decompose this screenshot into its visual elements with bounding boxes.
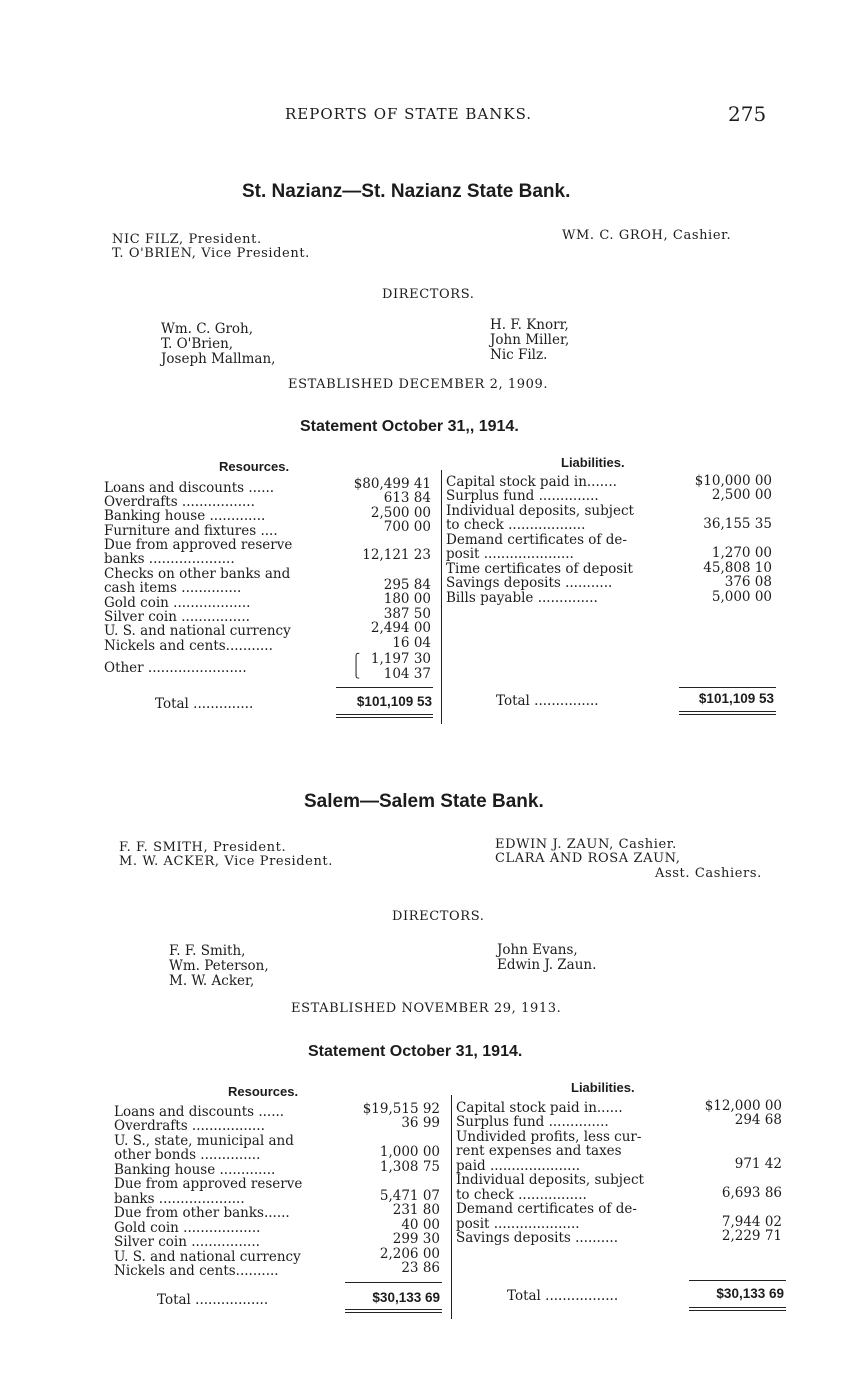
bank1-liability-value: 2,500 00 xyxy=(711,487,772,503)
bank1-liability-value: 45,808 10 xyxy=(703,560,772,576)
bank1-resource-value: 613 84 xyxy=(383,490,431,506)
bank2-liability-value: 971 42 xyxy=(734,1156,782,1172)
bank2-resource-value: 36 99 xyxy=(401,1115,440,1131)
bank2-cashier: EDWIN J. ZAUN, Cashier. xyxy=(495,837,677,852)
bank1-liability-value: 36,155 35 xyxy=(703,516,772,532)
bank2-total-right: $30,133 69 xyxy=(716,1286,784,1301)
bank2-statement-heading: Statement October 31, 1914. xyxy=(308,1043,523,1060)
bank2-resource-value: 2,206 00 xyxy=(379,1246,440,1262)
bank1-resource-value: 387 50 xyxy=(383,606,431,622)
bank1-directors-heading: DIRECTORS. xyxy=(382,287,475,302)
column-divider xyxy=(451,1095,452,1319)
subtotal-rule xyxy=(679,687,776,688)
bank1-resource-label: Silver coin ................ xyxy=(104,609,250,625)
bank1-resource-label: Nickels and cents........... xyxy=(104,638,273,654)
bank2-resource-value: 231 80 xyxy=(392,1202,440,1218)
bank1-liability-value: 1,270 00 xyxy=(711,545,772,561)
bank1-other-value: 1,197 30 xyxy=(370,651,431,667)
bank2-director: M. W. Acker, xyxy=(169,973,255,989)
bank1-liabilities-heading: Liabilities. xyxy=(561,455,625,470)
bank2-resource-label: Silver coin ................ xyxy=(114,1234,260,1250)
bank1-liability-label: Capital stock paid in....... xyxy=(446,474,617,490)
bank2-director: F. F. Smith, xyxy=(169,943,246,959)
bank2-liability-label: Undivided profits, less cur- xyxy=(456,1129,642,1145)
bank2-resource-label: U. S. and national currency xyxy=(114,1249,301,1265)
double-rule xyxy=(679,711,776,715)
bank1-resource-value: 2,500 00 xyxy=(370,505,431,521)
bank2-total-left: $30,133 69 xyxy=(372,1290,440,1305)
bank2-resource-label: Gold coin .................. xyxy=(114,1220,261,1236)
bank1-liability-value: 5,000 00 xyxy=(711,589,772,605)
bank1-resource-value: 700 00 xyxy=(383,519,431,535)
bank1-total-label-left: Total .............. xyxy=(155,696,254,712)
bank1-liability-label: Demand certificates of de- xyxy=(446,532,627,548)
bank2-resource-label: Due from other banks...... xyxy=(114,1205,290,1221)
bank1-resource-value: 12,121 23 xyxy=(362,547,431,563)
bank2-directors-heading: DIRECTORS. xyxy=(392,909,485,924)
bank2-liability-value: 2,229 71 xyxy=(721,1228,782,1244)
bank1-director: Joseph Mallman, xyxy=(161,351,276,367)
bank1-resource-label: Loans and discounts ...... xyxy=(104,480,275,496)
bank2-resource-value: 23 86 xyxy=(401,1260,440,1276)
bank2-liability-label: Demand certificates of de- xyxy=(456,1201,637,1217)
bank1-director: T. O'Brien, xyxy=(161,336,234,352)
subtotal-rule xyxy=(345,1282,442,1283)
bank2-director: Wm. Peterson, xyxy=(169,958,269,974)
bank1-established: ESTABLISHED DECEMBER 2, 1909. xyxy=(288,377,549,392)
bank1-resource-label: cash items .............. xyxy=(104,580,242,596)
bank2-asst-cashiers: CLARA AND ROSA ZAUN, xyxy=(495,851,681,866)
bank2-established: ESTABLISHED NOVEMBER 29, 1913. xyxy=(291,1001,562,1016)
bank1-total-right: $101,109 53 xyxy=(698,691,774,706)
bank2-liability-label: rent expenses and taxes xyxy=(456,1143,622,1159)
brace-icon: ⎩ xyxy=(352,666,361,679)
bank1-resource-label: Overdrafts ................. xyxy=(104,494,255,510)
bank1-liability-label: to check .................. xyxy=(446,517,586,533)
bank2-resource-label: Nickels and cents.......... xyxy=(114,1263,279,1279)
bank1-director: H. F. Knorr, xyxy=(490,317,569,333)
bank2-total-label-right: Total ................. xyxy=(507,1288,619,1304)
bank1-president: NIC FILZ, President. xyxy=(112,232,262,247)
bank1-other-value: 104 37 xyxy=(383,666,431,682)
bank1-liability-label: posit ..................... xyxy=(446,546,574,562)
bank2-liability-label: Capital stock paid in...... xyxy=(456,1100,623,1116)
bank2-resource-value: 299 30 xyxy=(392,1231,440,1247)
bank2-resource-label: Loans and discounts ...... xyxy=(114,1104,285,1120)
bank2-liability-value: 294 68 xyxy=(734,1112,782,1128)
bank1-liability-value: $10,000 00 xyxy=(694,473,772,489)
bank2-liability-value: $12,000 00 xyxy=(704,1098,782,1114)
bank2-liability-value: 6,693 86 xyxy=(721,1185,782,1201)
bank2-resource-value: $19,515 92 xyxy=(362,1101,440,1117)
bank2-resource-value: 1,308 75 xyxy=(379,1159,440,1175)
bank2-resource-label: Banking house ............. xyxy=(114,1162,276,1178)
bank2-resources-heading: Resources. xyxy=(228,1084,299,1099)
bank2-vice-president: M. W. ACKER, Vice President. xyxy=(119,854,333,869)
subtotal-rule xyxy=(336,687,433,688)
double-rule xyxy=(336,714,433,718)
bank2-liability-label: Surplus fund .............. xyxy=(456,1114,609,1130)
bank1-resource-value: $80,499 41 xyxy=(353,476,431,492)
bank2-liability-label: paid ..................... xyxy=(456,1158,581,1174)
double-rule xyxy=(345,1309,442,1313)
bank2-director: John Evans, xyxy=(497,942,578,958)
bank2-resource-label: other bonds .............. xyxy=(114,1147,261,1163)
bank1-statement-heading: Statement October 31,, 1914. xyxy=(300,418,519,435)
bank1-total-left: $101,109 53 xyxy=(356,694,432,709)
bank1-total-label-right: Total ............... xyxy=(496,693,599,709)
bank2-liability-label: to check ................ xyxy=(456,1187,587,1203)
bank1-resource-label: Banking house ............. xyxy=(104,508,266,524)
bank1-liability-label: Individual deposits, subject xyxy=(446,503,634,519)
bank1-liability-label: Surplus fund .............. xyxy=(446,488,599,504)
brace-icon: ⎧ xyxy=(352,653,361,666)
bank2-president: F. F. SMITH, President. xyxy=(119,840,287,855)
double-rule xyxy=(689,1307,786,1311)
bank1-cashier: WM. C. GROH, Cashier. xyxy=(562,228,732,243)
bank2-resource-value: 5,471 07 xyxy=(379,1188,440,1204)
bank2-resource-label: banks .................... xyxy=(114,1191,245,1207)
bank2-resource-value: 1,000 00 xyxy=(379,1144,440,1160)
bank2-liability-label: Individual deposits, subject xyxy=(456,1172,644,1188)
bank1-liability-label: Savings deposits ........... xyxy=(446,575,613,591)
bank2-liability-label: Savings deposits .......... xyxy=(456,1230,618,1246)
bank1-resource-label: Furniture and fixtures .... xyxy=(104,523,278,539)
bank2-resource-label: U. S., state, municipal and xyxy=(114,1133,294,1149)
bank1-resource-label: U. S. and national currency xyxy=(104,623,291,639)
bank2-asst-cashiers-title: Asst. Cashiers. xyxy=(655,866,762,881)
bank1-resource-label: Gold coin .................. xyxy=(104,595,251,611)
column-divider xyxy=(441,470,442,724)
bank1-resource-value: 295 84 xyxy=(383,577,431,593)
bank1-director: Wm. C. Groh, xyxy=(161,321,254,337)
bank1-resource-value: 180 00 xyxy=(383,591,431,607)
bank2-director: Edwin J. Zaun. xyxy=(497,957,597,973)
bank1-director: Nic Filz. xyxy=(490,347,548,363)
bank1-liability-value: 376 08 xyxy=(724,574,772,590)
bank1-resource-label: banks .................... xyxy=(104,551,235,567)
page-number: 275 xyxy=(728,102,767,126)
bank2-resource-label: Overdrafts ................. xyxy=(114,1118,265,1134)
bank2-title: Salem—Salem State Bank. xyxy=(304,791,544,812)
bank1-liability-label: Bills payable .............. xyxy=(446,590,598,606)
bank1-title: St. Nazianz—St. Nazianz State Bank. xyxy=(242,181,571,202)
bank2-liabilities-heading: Liabilities. xyxy=(571,1080,635,1095)
bank1-other-label: Other ....................... xyxy=(104,660,247,676)
bank2-liability-label: posit .................... xyxy=(456,1216,580,1232)
bank2-total-label-left: Total ................. xyxy=(157,1292,269,1308)
subtotal-rule xyxy=(689,1280,786,1281)
bank1-resources-heading: Resources. xyxy=(219,459,290,474)
bank1-resource-label: Due from approved reserve xyxy=(104,537,293,553)
bank1-director: John Miller, xyxy=(490,332,570,348)
running-head: REPORTS OF STATE BANKS. xyxy=(285,105,533,123)
bank2-liability-value: 7,944 02 xyxy=(721,1214,782,1230)
bank1-resource-value: 16 04 xyxy=(392,635,431,651)
bank1-resource-label: Checks on other banks and xyxy=(104,566,291,582)
bank2-resource-value: 40 00 xyxy=(401,1217,440,1233)
bank1-vice-president: T. O'BRIEN, Vice President. xyxy=(112,246,310,261)
bank1-liability-label: Time certificates of deposit xyxy=(446,561,633,577)
bank2-resource-label: Due from approved reserve xyxy=(114,1176,303,1192)
bank1-resource-value: 2,494 00 xyxy=(370,620,431,636)
